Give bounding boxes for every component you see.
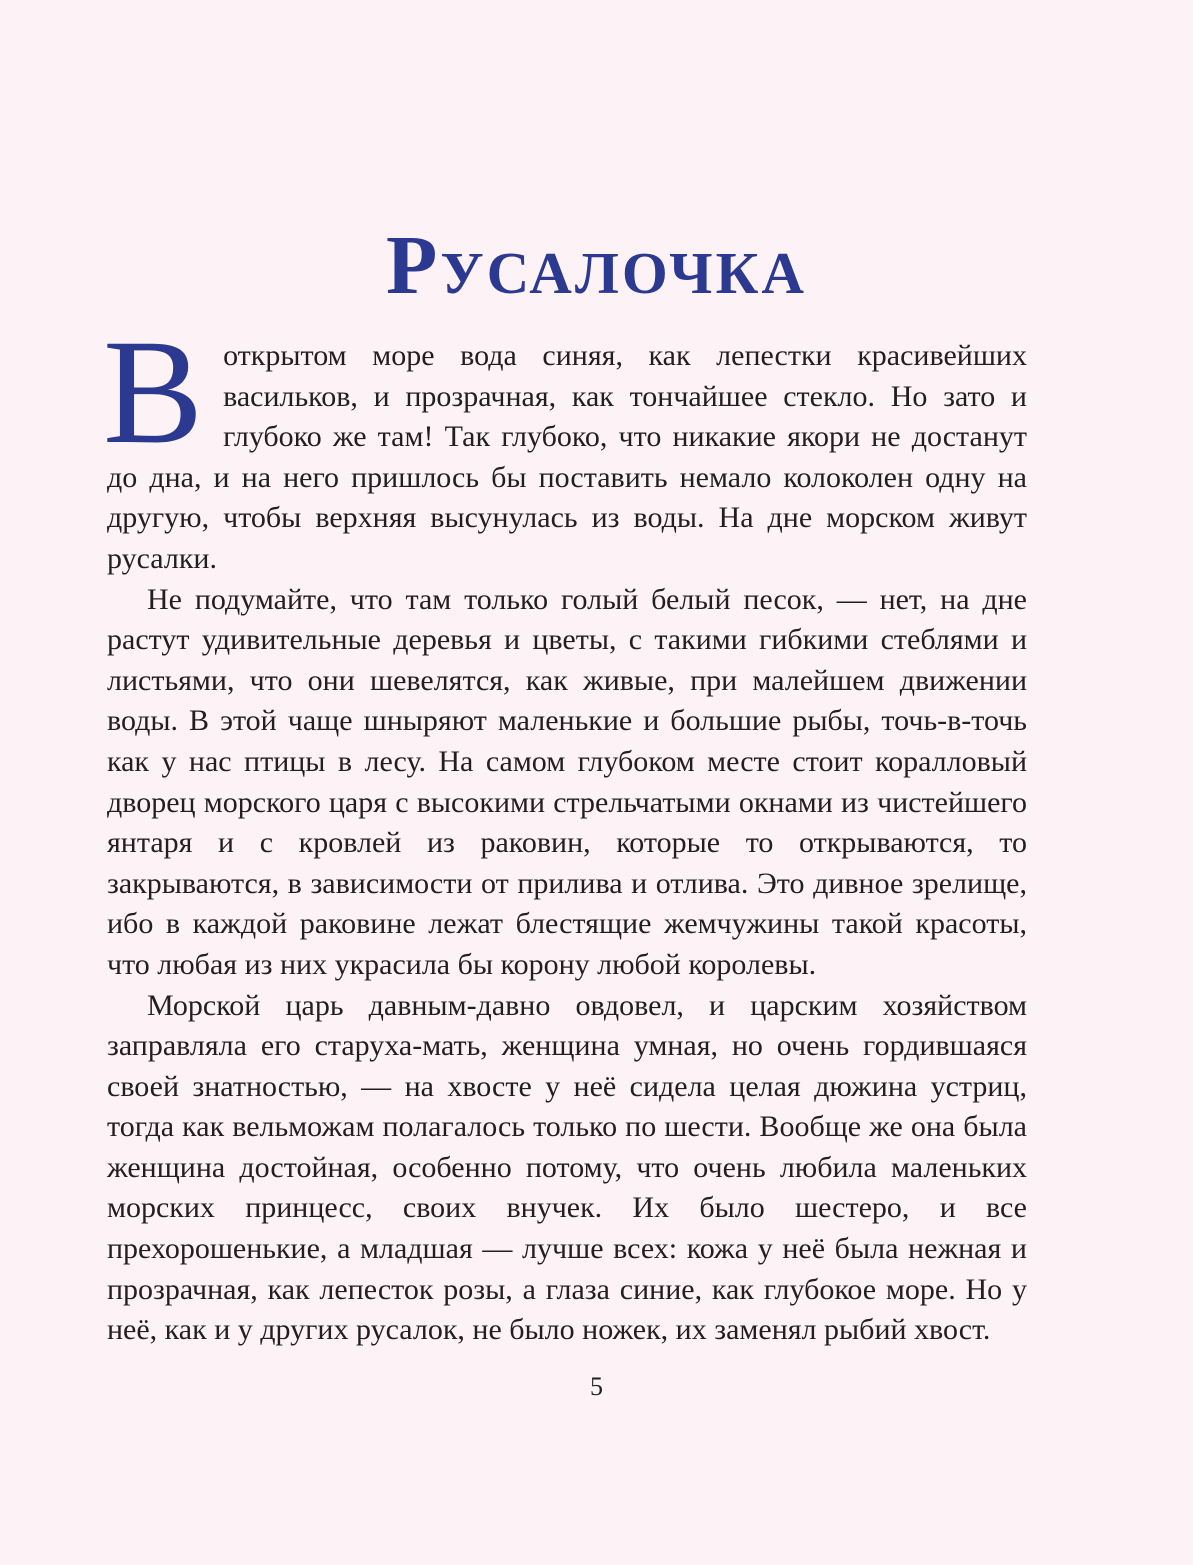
paragraph-1-text: открытом море вода синяя, как лепестки красивейших васильков, и прозрачная, как тончайшее стекло. Но зато и глубоко же там! Так глубоко, что никакие якори не достанут до дна, и на него пришлось бы поставить немало колоколен одну на другую, чтобы верхняя высунулась из воды. На дне морском живут русалки. [107,339,1027,575]
page-number: 5 [590,1372,603,1401]
paragraph-1 [103,309,1027,580]
paragraph-3: Морской царь давным-давно овдовел, и царским хозяйством заправляла его старуха-мать, женщина умная, но очень гордившаяся своей знатностью, — на хвосте у неё сидела целая дюжина устриц, тогда как вельможам полагалось только по шести. Вообще же она была женщина достойная, особенно потому, что очень любила маленьких морских принцесс, своих внучек. Их было шестеро, и все прехорошенькие, а младшая — лучше всех: кожа у неё была нежная и прозрачная, как лепесток розы, а глаза синие, как глубокое море. Но у неё, как и у других русалок, не было ножек, их заменял рыбий хвост. [107,988,1027,1347]
story-text [103,309,1027,1351]
drop-cap: В [103,309,204,475]
page-title: Русалочка [386,219,807,313]
paragraph-2: Не подумайте, что там только голый белый песок, — нет, на дне растут удивительные деревья и цветы, с такими гибкими стеблями и листьями, что они шевелятся, как живые, при малейшем движении воды. В этой чаще шныряют маленькие и большие рыбы, точь-в-точь как у нас птицы в лесу. На самом глубоком месте стоит коралловый дворец морского царя с высокими стрельчатыми окнами из чистейшего янтаря и с кровлей из раковин, которые то открываются, то закрываются, в зависимости от прилива и отлива. Это дивное зрелище, ибо в каждой раковине лежат блестящие жемчужины такой красоты, что любая из них украсила бы корону любой королевы. [107,582,1027,981]
